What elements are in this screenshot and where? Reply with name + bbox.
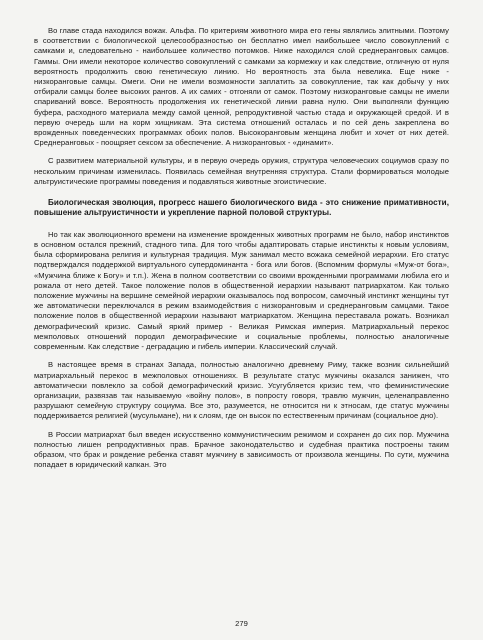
paragraph-5: В России матриархат был введен искусственно коммунистическим режимом и сохранен до сих пор. Мужчина полностью лишен репродуктивных прав. Брачное законодательство и судебная практика построены таким образом, что брак и рождение ребенка ставят мужчину в зависимость от произвола женщины. По сути, мужчина попадает в юридический капкан. Это	[34, 429, 449, 470]
paragraph-spacer	[34, 352, 449, 360]
paragraph-1: Во главе стада находился вожак. Альфа. По критериям животного мира его гены являлись элитными. Поэтому в соответствии с биологической целесообразностью он бесплатно имел наибольшее число совокуплений с самками и, следовательно - наибольшее количество потомков. Ниже находился слой среднеранговых самцов. Гаммы. Они имели некоторое количество совокуплений с самками за кормежку и как следствие, отличную от нуля вероятность продолжить свою генетическую линию. Но вероятность эта была невелика. Еще ниже - низкоранговые самцы. Омеги. Они не имели возможности заплатить за совокупление, так как добычу у них отбирали самцы более высоких рангов. А их самих - отгоняли от самок. Поэтому низкоранговые самцы не имели спариваний вовсе. Вероятность продолжения их генетической линии равна нулю. Они выполняли функцию буфера, расходного материала между самой ценной, репродуктивной частью стада и окружающей средой. И в первую очередь шли на корм хищникам. Эта система отношений осталась и по сей день закреплена во врожденных поведенческих программах обоих полов. Высокоранговым женщина любит и хочет от них детей. Среднеранговых - поощряет сексом за обеспечение. А низкоранговых - «динамит».	[34, 26, 449, 148]
bold-thesis-heading: Биологическая эволюция, прогресс нашего биологического вида - это снижение примативности, повышение альтруистичности и укрепление парной половой структуры.	[34, 198, 449, 218]
page-number: 279	[235, 619, 248, 628]
paragraph-spacer	[34, 219, 449, 230]
paragraph-3: Но так как эволюционного времени на изменение врожденных животных программ не было, набор инстинктов в основном остался прежний, стадного типа. Для того чтобы адаптировать старые инстинкты к новым условиям, была сформирована религия и культурная традиция. Муж занимал место вожака семейной иерархии. Его статус подтверждался поддержкой виртуального супердоминанта - бога или богов. (Вспомним формулы «Муж-от бога», «Мужчина ближе к Богу» и т.п.). Жена в полном соответствии со своими врожденными программами любила его и рожала от него детей. Такое положение полов в общественной иерархии называют патриархатом. Как только положение мужчины на вершине семейной иерархии оказывалось под вопросом, самочный инстинкт женщины тут же автоматически переключался в режим взаимодействия с низкоранговым и среднеранговым самцами. Такое положение полов в общественной иерархии называют матриархатом. Женщина переставала рожать. Возникал демографический кризис. Самый яркий пример - Великая Римская империя. Матриархальный перекос межполовых отношений породил демографические и социальные проблемы, полностью аналогичные современным. Как следствие - деградацию и гибель империи. Классический случай.	[34, 229, 449, 352]
paragraph-2: С развитием материальной культуры, и в первую очередь оружия, структура человеческих социумов сразу по нескольким причинам изменилась. Появилась семейная внутренняя структура. Стали формироваться молодые альтруистические программы поведения и подавляться животные эгоистические.	[34, 156, 449, 186]
paragraph-spacer	[34, 422, 449, 430]
paragraph-spacer	[34, 148, 449, 156]
paragraph-4: В настоящее время в странах Запада, полностью аналогично древнему Риму, также возник сильнейший матриархальный перекос в межполовых отношениях. В результате статус мужчины оказался занижен, что автоматически повлекло за собой демографический кризис. Усугубляется кризис тем, что феминистические организации, развязав так называемую «войну полов», в попросту говоря, травлю мужчин, целенаправленно разрушают семейную структуру социума. Все это, разумеется, не относится ни к этносам, где статус мужчины поддерживается религией (мусульмане), ни к слоям, где он высок по естественным причинам (социальное дно).	[34, 360, 449, 421]
paragraph-spacer	[34, 187, 449, 198]
